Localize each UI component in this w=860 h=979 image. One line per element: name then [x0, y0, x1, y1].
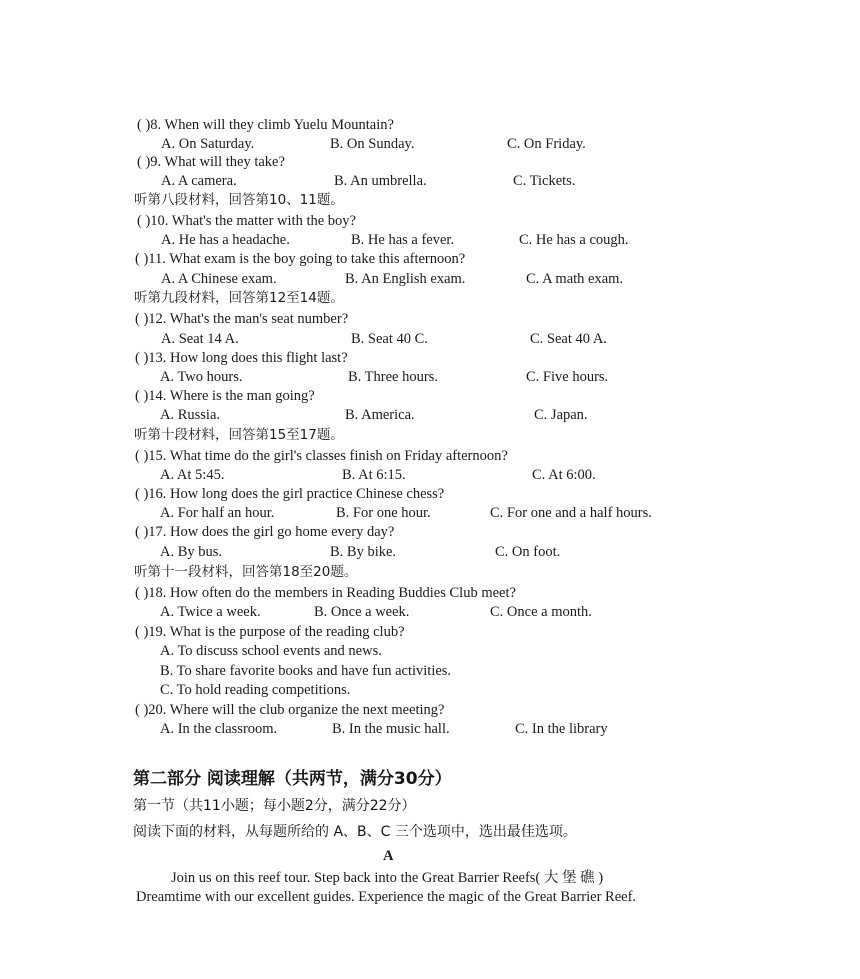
question-9-option-a: A. A camera.	[161, 173, 237, 189]
question-18-option-a: A. Twice a week.	[160, 604, 261, 620]
question-11-option-b: B. An English exam.	[345, 271, 466, 287]
question-19-option-b: B. To share favorite books and have fun activities.	[160, 663, 452, 679]
question-8-option-b: B. On Sunday.	[330, 136, 415, 152]
question-17-option-b: B. By bike.	[330, 544, 397, 560]
question-16-option-b: B. For one hour.	[336, 505, 431, 521]
passage-line-1: Join us on this reef tour. Step back into the Great Barrier Reefs( 大 堡 礁 )	[171, 870, 604, 886]
section-11-heading: 听第十一段材料，回答第18至20题。	[134, 564, 358, 580]
question-12-option-c: C. Seat 40 A.	[530, 331, 607, 347]
question-14-option-a: A. Russia.	[160, 407, 221, 423]
question-16-option-a: A. For half an hour.	[160, 505, 275, 521]
part-2-title: 第二部分 阅读理解（共两节，满分30分）	[133, 769, 452, 789]
passage-label: A	[383, 848, 394, 864]
question-20-option-b: B. In the music hall.	[332, 721, 450, 737]
question-20-option-a: A. In the classroom.	[160, 721, 278, 737]
question-19-option-c: C. To hold reading competitions.	[160, 682, 351, 698]
question-18-option-b: B. Once a week.	[314, 604, 410, 620]
question-14-option-c: C. Japan.	[534, 407, 588, 423]
question-18-option-c: C. Once a month.	[490, 604, 592, 620]
question-13-option-b: B. Three hours.	[348, 369, 438, 385]
question-12-stem: ( )12. What's the man's seat number?	[135, 311, 349, 327]
reading-instruction: 阅读下面的材料，从每题所给的 A、B、C 三个选项中，选出最佳选项。	[133, 824, 577, 840]
question-8-option-c: C. On Friday.	[507, 136, 586, 152]
question-17-option-c: C. On foot.	[495, 544, 561, 560]
question-13-option-a: A. Two hours.	[160, 369, 243, 385]
section-10-heading: 听第十段材料，回答第15至17题。	[134, 427, 344, 443]
section-1-heading: 第一节（共11小题；每小题2分，满分22分）	[133, 798, 416, 814]
question-8-stem: ( )8. When will they climb Yuelu Mountain?	[137, 117, 394, 133]
question-15-option-c: C. At 6:00.	[532, 467, 596, 483]
question-11-option-c: C. A math exam.	[526, 271, 624, 287]
passage-line-2: Dreamtime with our excellent guides. Experience the magic of the Great Barrier Reef.	[136, 889, 637, 905]
question-8-option-a: A. On Saturday.	[161, 136, 255, 152]
question-19-stem: ( )19. What is the purpose of the reading club?	[135, 624, 405, 640]
question-15-option-b: B. At 6:15.	[342, 467, 406, 483]
question-18-stem: ( )18. How often do the members in Reading Buddies Club meet?	[135, 585, 516, 601]
section-8-heading: 听第八段材料，回答第10、11题。	[134, 192, 344, 208]
question-12-option-b: B. Seat 40 C.	[351, 331, 428, 347]
question-13-option-c: C. Five hours.	[526, 369, 609, 385]
question-10-option-b: B. He has a fever.	[351, 232, 455, 248]
question-20-stem: ( )20. Where will the club organize the next meeting?	[135, 702, 445, 718]
question-12-option-a: A. Seat 14 A.	[161, 331, 239, 347]
question-14-stem: ( )14. Where is the man going?	[135, 388, 315, 404]
question-10-option-c: C. He has a cough.	[519, 232, 629, 248]
question-19-option-a: A. To discuss school events and news.	[160, 643, 382, 659]
question-17-stem: ( )17. How does the girl go home every day?	[135, 524, 395, 540]
question-16-option-c: C. For one and a half hours.	[490, 505, 652, 521]
question-9-option-b: B. An umbrella.	[334, 173, 427, 189]
question-13-stem: ( )13. How long does this flight last?	[135, 350, 348, 366]
question-15-option-a: A. At 5:45.	[160, 467, 225, 483]
question-20-option-c: C. In the library	[515, 721, 608, 737]
question-11-option-a: A. A Chinese exam.	[161, 271, 277, 287]
question-16-stem: ( )16. How long does the girl practice Chinese chess?	[135, 486, 445, 502]
question-10-option-a: A. He has a headache.	[161, 232, 290, 248]
question-14-option-b: B. America.	[345, 407, 415, 423]
section-9-heading: 听第九段材料，回答第12至14题。	[134, 290, 344, 306]
question-10-stem: ( )10. What's the matter with the boy?	[137, 213, 356, 229]
question-9-option-c: C. Tickets.	[513, 173, 576, 189]
question-9-stem: ( )9. What will they take?	[137, 154, 285, 170]
question-15-stem: ( )15. What time do the girl's classes finish on Friday afternoon?	[135, 448, 508, 464]
question-17-option-a: A. By bus.	[160, 544, 223, 560]
question-11-stem: ( )11. What exam is the boy going to take this afternoon?	[135, 251, 466, 267]
